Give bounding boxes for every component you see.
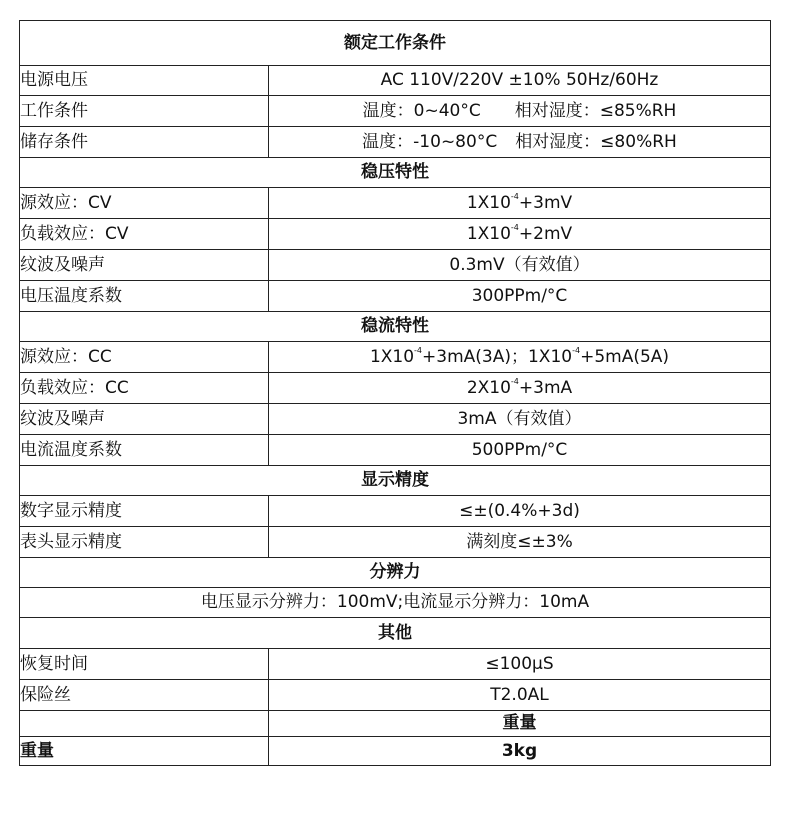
row-label: 表头显示精度 xyxy=(20,527,269,558)
table-row xyxy=(20,588,771,618)
table-row xyxy=(20,250,771,281)
row-value xyxy=(269,219,771,250)
table-row xyxy=(20,96,771,127)
blank-cell xyxy=(20,711,269,737)
value-text: +3mA xyxy=(518,377,573,398)
row-value xyxy=(269,127,771,158)
humidity-value: 相对湿度：≤85%RH xyxy=(514,100,677,121)
row-value: ≤100μS xyxy=(269,649,771,680)
row-label: 保险丝 xyxy=(20,680,269,711)
section-header-row xyxy=(20,21,771,66)
section-header-row xyxy=(20,312,771,342)
humidity-value: 相对湿度：≤80%RH xyxy=(515,131,677,152)
section-title-rated-conditions: 额定工作条件 xyxy=(20,21,771,66)
section-header-row xyxy=(20,558,771,588)
row-label: 纹波及噪声 xyxy=(20,404,269,435)
row-value: T2.0AL xyxy=(269,680,771,711)
row-value xyxy=(269,188,771,219)
table-row xyxy=(20,649,771,680)
table-row xyxy=(20,373,771,404)
row-label: 工作条件 xyxy=(20,96,269,127)
row-value: 500PPm/°C xyxy=(269,435,771,466)
resolution-value: 电压显示分辨力：100mV;电流显示分辨力：10mA xyxy=(20,588,771,618)
row-value xyxy=(269,373,771,404)
row-value: 300PPm/°C xyxy=(269,281,771,312)
section-header-row xyxy=(20,466,771,496)
section-header-row xyxy=(20,158,771,188)
row-label: 纹波及噪声 xyxy=(20,250,269,281)
value-text: +5mA(5A) xyxy=(580,346,670,367)
table-row xyxy=(20,527,771,558)
value-text: +2mV xyxy=(518,223,573,244)
row-value: 满刻度≤±3% xyxy=(269,527,771,558)
weight-label: 重量 xyxy=(20,737,269,766)
value-text: 1X10 xyxy=(369,346,415,367)
row-value: AC 110V/220V ±10% 50Hz/60Hz xyxy=(269,66,771,96)
temperature-value: 温度：0~40°C xyxy=(362,100,481,121)
value-text: +3mV xyxy=(518,192,573,213)
section-title-other: 其他 xyxy=(20,618,771,649)
exponent: -4 xyxy=(572,345,581,355)
row-value: 3mA（有效值） xyxy=(269,404,771,435)
value-text: 1X10 xyxy=(466,223,511,244)
section-header-row xyxy=(20,618,771,649)
row-value: ≤±(0.4%+3d) xyxy=(269,496,771,527)
weight-value: 3kg xyxy=(269,737,771,766)
section-title-cv: 稳压特性 xyxy=(20,158,771,188)
temperature-value: 温度：-10~80°C xyxy=(362,131,498,152)
value-text: +3mA(3A)；1X10 xyxy=(422,346,573,367)
table-row xyxy=(20,66,771,96)
row-label: 源效应：CV xyxy=(20,188,269,219)
row-label: 源效应：CC xyxy=(20,342,269,373)
section-header-row xyxy=(20,711,771,737)
row-value xyxy=(269,96,771,127)
section-title-weight: 重量 xyxy=(269,711,771,737)
value-text: 1X10 xyxy=(466,192,511,213)
row-value xyxy=(269,342,771,373)
table-row xyxy=(20,496,771,527)
exponent: -4 xyxy=(510,222,519,232)
row-label: 负载效应：CC xyxy=(20,373,269,404)
row-label: 恢复时间 xyxy=(20,649,269,680)
exponent: -4 xyxy=(414,345,423,355)
row-value: 0.3mV（有效值） xyxy=(269,250,771,281)
section-title-cc: 稳流特性 xyxy=(20,312,771,342)
section-title-resolution: 分辨力 xyxy=(20,558,771,588)
table-row xyxy=(20,680,771,711)
table-row xyxy=(20,219,771,250)
row-label: 负载效应：CV xyxy=(20,219,269,250)
row-label: 电流温度系数 xyxy=(20,435,269,466)
table-row xyxy=(20,281,771,312)
spec-table xyxy=(19,20,771,766)
exponent: -4 xyxy=(510,376,519,386)
table-row xyxy=(20,404,771,435)
table-row xyxy=(20,435,771,466)
row-label: 电压温度系数 xyxy=(20,281,269,312)
value-text: 2X10 xyxy=(466,377,511,398)
table-row xyxy=(20,737,771,766)
row-label: 储存条件 xyxy=(20,127,269,158)
section-title-display: 显示精度 xyxy=(20,466,771,496)
row-label: 电源电压 xyxy=(20,66,269,96)
exponent: -4 xyxy=(510,191,519,201)
table-row xyxy=(20,127,771,158)
row-label: 数字显示精度 xyxy=(20,496,269,527)
table-row xyxy=(20,342,771,373)
table-row xyxy=(20,188,771,219)
